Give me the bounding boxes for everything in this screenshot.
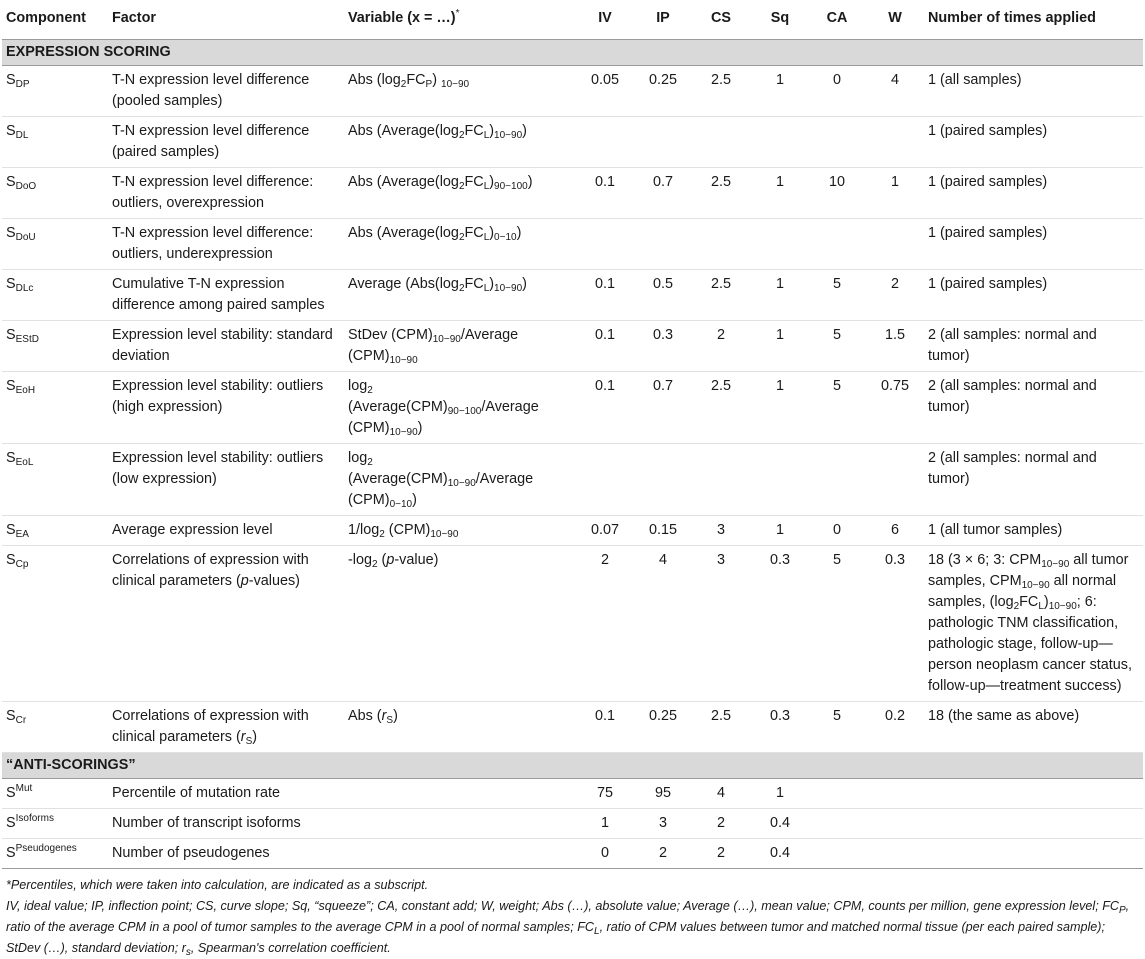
w-cell [866,839,924,869]
times-cell: 18 (the same as above) [924,702,1143,753]
variable-cell: Abs $(r_S)$ [344,702,574,753]
header-iv: IV [574,0,636,40]
ip-cell: 0.15 [636,516,690,546]
times-cell [924,809,1143,839]
component-cell: $S_{EoL}$ [2,444,108,516]
times-cell [924,779,1143,809]
footnote-asterisk: *Percentiles, which were taken into calculation, are indicated as a subscript. [6,878,429,892]
header-ip: IP [636,0,690,40]
table-row [2,779,1143,809]
iv-cell: 0.1 [574,321,636,372]
w-cell: 6 [866,516,924,546]
factor-cell: Average expression level [108,516,344,546]
iv-cell [574,219,636,270]
ip-cell: 0.25 [636,66,690,117]
ca-cell: 5 [808,546,866,702]
sq-cell: 1 [752,270,808,321]
cs-cell: 3 [690,516,752,546]
times-cell: 1 (all samples) [924,66,1143,117]
footnote-abbreviations: IV, ideal value; IP, inflection point; CS, curve slope; Sq, “squeeze”; CA, constant add; W, weight; Abs (…), absolute value; Average (…), mean value; CPM, counts per million, gene expression level; $FC_P$, ratio of the average CPM in a pool of tumor samples to the average CPM in a pool of normal samples; $FC_L$, ratio of CPM values between tumor and matched normal tissue (per each paired sample); StDev (…), standard deviation; $r_s$, Spearman's correlation coefficient. [6,899,1130,958]
scoring-table [2,0,1143,869]
ca-cell [808,219,866,270]
ip-cell: 2 [636,839,690,869]
iv-cell [574,117,636,168]
factor-cell: T-N expression level difference (paired samples) [108,117,344,168]
times-cell: 2 (all samples: normal and tumor) [924,321,1143,372]
cs-cell [690,219,752,270]
w-cell: 1.5 [866,321,924,372]
times-cell: 1 (paired samples) [924,219,1143,270]
table-row [2,516,1143,546]
header-sq: Sq [752,0,808,40]
ip-cell: 0.3 [636,321,690,372]
variable-cell: $\log_2$ ($Average(CPM)_{10-90}$/Average $(CPM)_{0-10}$) [344,444,574,516]
factor-cell: Cumulative T-N expression difference among paired samples [108,270,344,321]
table-row [2,321,1143,372]
w-cell [866,219,924,270]
component-cell: $S_{DoU}$ [2,219,108,270]
iv-cell: 75 [574,779,636,809]
ca-cell: 5 [808,702,866,753]
table-row [2,219,1143,270]
component-cell: $S^{Mut}$ [2,779,108,809]
sq-cell [752,117,808,168]
section-title: EXPRESSION SCORING [2,40,1143,66]
factor-cell: Expression level stability: outliers (low expression) [108,444,344,516]
w-cell: 1 [866,168,924,219]
cs-cell: 2.5 [690,372,752,444]
times-cell: 1 (paired samples) [924,168,1143,219]
ca-cell: 10 [808,168,866,219]
table-row [2,66,1143,117]
sq-cell: 1 [752,516,808,546]
ip-cell: 0.7 [636,168,690,219]
variable-cell [344,809,574,839]
iv-cell: 1 [574,809,636,839]
table-row [2,839,1143,869]
iv-cell: 0.07 [574,516,636,546]
factor-cell: Expression level stability: standard deviation [108,321,344,372]
variable-cell: Abs $(\log_2FC_P)$ $_{10-90}$ [344,66,574,117]
times-cell: 1 (paired samples) [924,117,1143,168]
ca-cell: 5 [808,321,866,372]
ca-cell [808,839,866,869]
w-cell: 0.3 [866,546,924,702]
header-cs: CS [690,0,752,40]
ip-cell: 95 [636,779,690,809]
times-cell [924,839,1143,869]
iv-cell: 0.1 [574,372,636,444]
iv-cell: 0.05 [574,66,636,117]
w-cell: 4 [866,66,924,117]
iv-cell [574,444,636,516]
w-cell: 2 [866,270,924,321]
iv-cell: 0 [574,839,636,869]
header-times: Number of times applied [924,0,1143,40]
cs-cell: 2 [690,809,752,839]
ip-cell [636,444,690,516]
factor-cell: T-N expression level difference: outliers, overexpression [108,168,344,219]
ca-cell [808,117,866,168]
header-w: W [866,0,924,40]
variable-cell: Average $(Abs(\log_2FC_L)_{10-90})$ [344,270,574,321]
ca-cell [808,444,866,516]
factor-cell: Correlations of expression with clinical parameters (p-values) [108,546,344,702]
times-cell: 2 (all samples: normal and tumor) [924,444,1143,516]
header-ca: CA [808,0,866,40]
variable-cell: Abs $(Average(\log_2FC_L)_{10-90})$ [344,117,574,168]
ip-cell: 0.7 [636,372,690,444]
ca-cell: 0 [808,516,866,546]
sq-cell: 0.3 [752,546,808,702]
ca-cell [808,809,866,839]
times-cell: 2 (all samples: normal and tumor) [924,372,1143,444]
table-row [2,444,1143,516]
sq-cell: 1 [752,779,808,809]
variable-cell: Abs $(Average(\log_2FC_L)_{0-10})$ [344,219,574,270]
w-cell [866,809,924,839]
sq-cell: 0.4 [752,839,808,869]
cs-cell: 3 [690,546,752,702]
section-title: “ANTI-SCORINGS” [2,753,1143,779]
w-cell: 0.75 [866,372,924,444]
cs-cell [690,444,752,516]
header-variable: Variable (x = …)* [344,0,574,40]
cs-cell: 4 [690,779,752,809]
sq-cell [752,219,808,270]
w-cell [866,117,924,168]
iv-cell: 2 [574,546,636,702]
variable-cell: Abs $(Average(\log_2FC_L)_{90-100})$ [344,168,574,219]
cs-cell: 2.5 [690,66,752,117]
component-cell: $S_{DoO}$ [2,168,108,219]
ca-cell: 5 [808,270,866,321]
sq-cell: 1 [752,168,808,219]
sq-cell: 1 [752,321,808,372]
component-cell: $S_{EoH}$ [2,372,108,444]
table-footnotes [0,869,1140,959]
header-component: Component [2,0,108,40]
variable-cell [344,779,574,809]
times-cell: 18 (3 × 6; 3: $CPM_{10-90}$ all tumor samples, $CPM_{10-90}$ all normal samples, $(\log_2FC_L)_{10-90}$; 6: pathologic TNM classification, pathologic stage, follow-up—person neoplasm cancer status, follow-up—treatment success) [924,546,1143,702]
cs-cell: 2 [690,321,752,372]
variable-cell: $\log_2$ ($Average(CPM)_{90-100}$/Average $(CPM)_{10-90}$) [344,372,574,444]
w-cell [866,444,924,516]
component-cell: $S_{DP}$ [2,66,108,117]
component-cell: $S_{Cr}$ [2,702,108,753]
factor-cell: T-N expression level difference: outliers, underexpression [108,219,344,270]
cs-cell: 2.5 [690,168,752,219]
variable-cell: StDev $(CPM)_{10-90}$/Average $(CPM)_{10-90}$ [344,321,574,372]
ip-cell: 0.5 [636,270,690,321]
cs-cell: 2.5 [690,270,752,321]
component-cell: $S_{EStD}$ [2,321,108,372]
section-row-expression [2,40,1143,66]
table-row [2,702,1143,753]
table-row [2,270,1143,321]
component-cell: $S_{EA}$ [2,516,108,546]
component-cell: $S^{Pseudogenes}$ [2,839,108,869]
ip-cell: 3 [636,809,690,839]
iv-cell: 0.1 [574,702,636,753]
sq-cell [752,444,808,516]
component-cell: $S^{Isoforms}$ [2,809,108,839]
variable-cell: $-\log_2$ (p-value) [344,546,574,702]
ca-cell [808,779,866,809]
sq-cell: 1 [752,372,808,444]
cs-cell [690,117,752,168]
table-row [2,117,1143,168]
table-row [2,168,1143,219]
table-row [2,546,1143,702]
ip-cell [636,219,690,270]
header-row [2,0,1143,40]
w-cell: 0.2 [866,702,924,753]
variable-cell: $1/\log_2$ $(CPM)_{10-90}$ [344,516,574,546]
cs-cell: 2 [690,839,752,869]
header-factor: Factor [108,0,344,40]
factor-cell: Number of transcript isoforms [108,809,344,839]
times-cell: 1 (all tumor samples) [924,516,1143,546]
sq-cell: 0.4 [752,809,808,839]
iv-cell: 0.1 [574,168,636,219]
ip-cell [636,117,690,168]
factor-cell: T-N expression level difference (pooled samples) [108,66,344,117]
factor-cell: Expression level stability: outliers (high expression) [108,372,344,444]
cs-cell: 2.5 [690,702,752,753]
ip-cell: 0.25 [636,702,690,753]
section-row-anti [2,753,1143,779]
sq-cell: 1 [752,66,808,117]
component-cell: $S_{Cp}$ [2,546,108,702]
ca-cell: 5 [808,372,866,444]
variable-cell [344,839,574,869]
times-cell: 1 (paired samples) [924,270,1143,321]
component-cell: $S_{DLc}$ [2,270,108,321]
ca-cell: 0 [808,66,866,117]
factor-cell: Percentile of mutation rate [108,779,344,809]
factor-cell: Number of pseudogenes [108,839,344,869]
factor-cell: Correlations of expression with clinical parameters $(r_S)$ [108,702,344,753]
ip-cell: 4 [636,546,690,702]
iv-cell: 0.1 [574,270,636,321]
sq-cell: 0.3 [752,702,808,753]
table-row [2,372,1143,444]
table-row [2,809,1143,839]
w-cell [866,779,924,809]
component-cell: $S_{DL}$ [2,117,108,168]
